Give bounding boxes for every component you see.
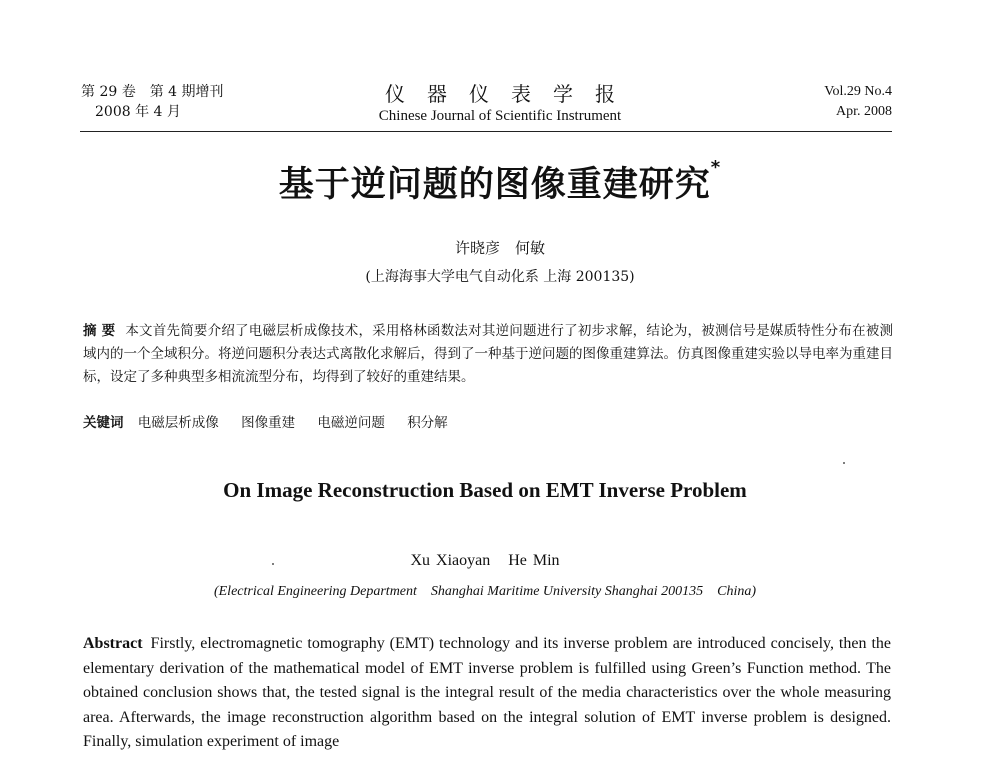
paper-title-cn-text: 基于逆问题的图像重建研究 [278,165,711,205]
abstract-en-label: Abstract [83,635,143,652]
keyword: 电磁层析成像 [137,415,219,431]
journal-name-cn: 仪器仪表学报 [385,82,637,106]
keyword: 图像重建 [241,415,296,431]
abstract-cn-text: 本文首先简要介绍了电磁层析成像技术，采用格林函数法对其逆问题进行了初步求解，结论为，被测信号是媒质特性分布在被测域内的一个全域积分。将逆问题积分表达式离散化求解后，得到了一种基于逆问题的图像重建算法。仿真图像重建实验以导电率为重建目标，设定了多种典型多相流流型分布，均得到了较好的重建结果。 [83,323,894,385]
author-en: Xu Xiaoyan [410,552,491,569]
abstract-cn [83,320,893,389]
scan-speck [843,462,845,464]
issue-date-en: Apr. 2008 [836,104,892,119]
journal-name [300,82,700,126]
keyword: 电磁逆问题 [317,415,385,431]
keywords-cn [83,412,893,434]
journal-volume-info-en [732,82,892,122]
volume-issue-en: Vol.29 No.4 [824,84,892,99]
paper-title-cn [0,157,1000,207]
header-rule [80,131,892,132]
affiliation-en: (Electrical Engineering Department Shanghai Maritime University Shanghai 200135 China) [213,584,757,599]
volume-issue: 第 29 卷 第 4 期增刊 [81,84,224,100]
issue-date-cn: 2008 年 4 月 [95,104,181,120]
keyword: 积分解 [407,415,448,431]
affiliation-cn: (上海海事大学电气自动化系 上海 200135) [365,269,635,285]
abstract-cn-label: 摘 要 [83,323,116,339]
journal-name-en: Chinese Journal of Scientific Instrument [378,108,622,124]
abstract-en [83,632,891,755]
keywords-cn-label: 关键词 [83,415,124,431]
journal-volume-info [81,82,261,122]
authors-en [0,552,970,570]
author-en: He Min [508,552,560,569]
title-footnote-mark: * [710,157,722,178]
paper-title-en: On Image Reconstruction Based on EMT Inverse Problem [223,478,747,502]
authors-cn: 许晓彦 何敏 [454,239,545,257]
abstract-en-text: Firstly, electromagnetic tomography (EMT) technology and its inverse problem are introduced concisely, then the elementary derivation of the mathematical model of EMT inverse problem is fulfilled using Green’s Function method. The obtained conclusion shows that, the tested signal is the integral result of the media characteristics over the whole measuring area. Afterwards, the image reconstruction algorithm based on the integral solution of EMT inverse problem is designed. Finally, simulation experiment of image [83,635,891,750]
